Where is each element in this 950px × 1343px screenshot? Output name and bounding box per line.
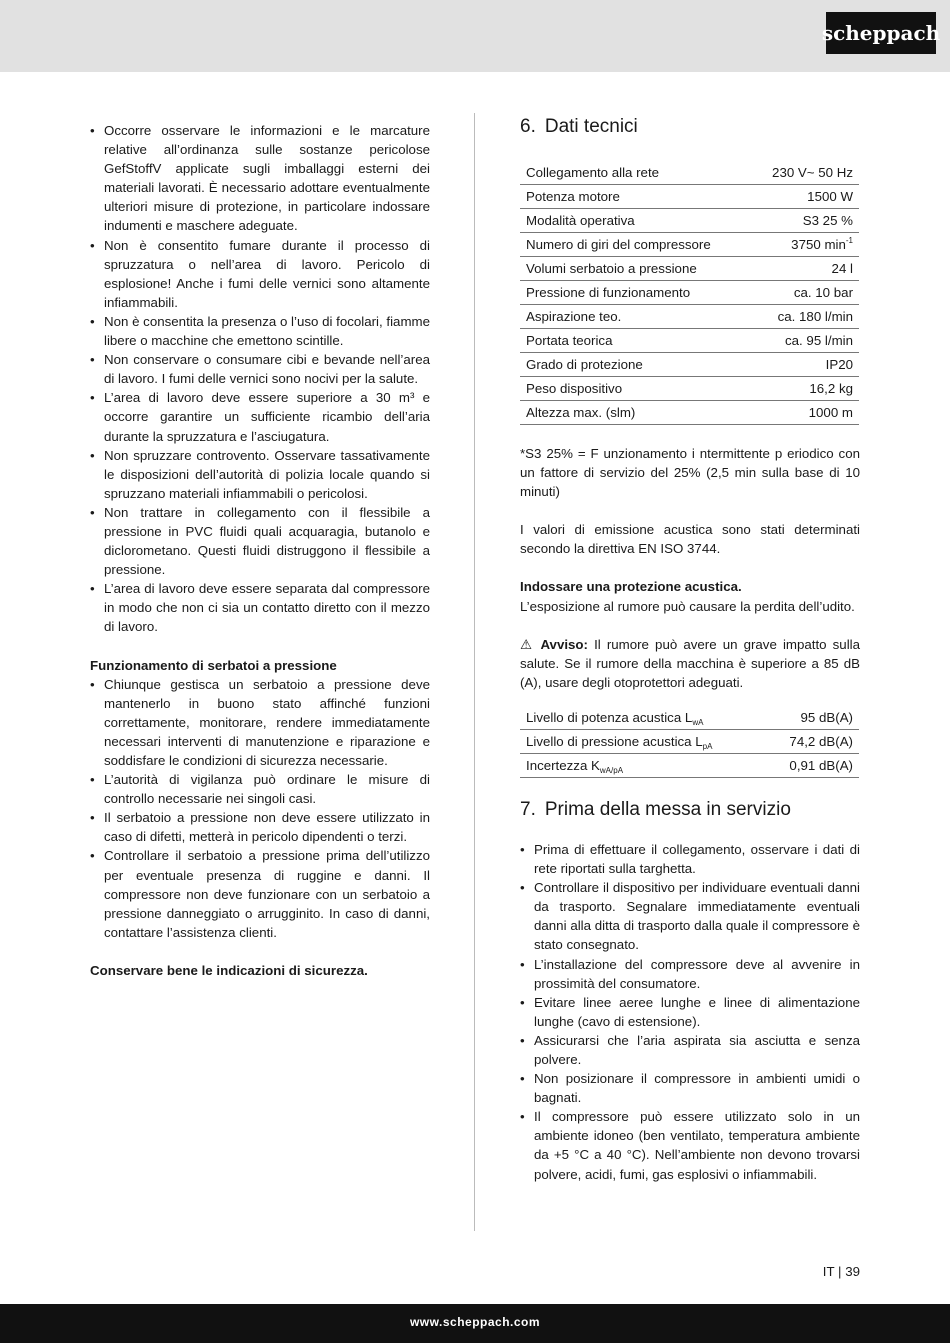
table-row: [520, 329, 859, 353]
safety-list-2: [90, 675, 430, 942]
spec-label: Aspirazione teo.: [520, 305, 750, 329]
emission-note: I valori di emissione acustica sono stati determinati secondo la direttiva EN ISO 3744.: [520, 522, 860, 557]
noise-label-sub: pA: [702, 741, 713, 751]
list-item: • Controllare il serbatoio a pressione prima dell’utilizzo per eventuale presenza di ruggine e danni. Il compressore non deve funzionare con un serbatoio a pressione danneggiato o arrugginito. In caso di danni, contattare l’assistenza clienti.: [90, 846, 430, 941]
hearing-protection-text: L’esposizione al rumore può causare la perdita dell’udito.: [520, 598, 855, 614]
page-number: IT | 39: [822, 1264, 860, 1279]
spec-value: IP20: [750, 353, 859, 377]
noise-value: 74,2 dB(A): [766, 729, 860, 753]
operating-mode-footnote: *S3 25% = F unzionamento i ntermittente p eriodico con un fattore di servizio del 25% (2,5 min sulla base di 10 minuti): [520, 446, 860, 500]
table-row: [520, 209, 859, 233]
noise-warning: [520, 635, 860, 692]
table-row: [520, 353, 859, 377]
noise-value: 95 dB(A): [766, 706, 860, 730]
noise-label-text: Livello di pressione acustica L: [526, 733, 703, 749]
noise-label-sub: wA: [692, 717, 704, 727]
list-item: • Non è consentito fumare durante il processo di spruzzatura o nell’area di lavoro. Pericolo di esplosione! Anche i fumi delle vernici sono altamente infiammabili.: [90, 236, 430, 312]
spec-value: ca. 180 l/min: [750, 305, 859, 329]
table-row: [520, 401, 859, 425]
list-item: • Non spruzzare controvento. Osservare tassativamente le disposizioni dell’autorità di polizia locale quando si spruzzano materiali infiammabili o pericolosi.: [90, 446, 430, 503]
list-item: • Il compressore può essere utilizzato solo in un ambiente idoneo (ben ventilato, temperatura ambiente da +5 °C a 40 °C). Nell’ambiente non devono trovarsi polvere, acidi, fumi, gas esplosivi o infiammabili.: [520, 1107, 860, 1183]
table-row: [520, 377, 859, 401]
spec-label: Modalità operativa: [520, 209, 750, 233]
warning-label: Avviso:: [540, 636, 588, 652]
list-item: • Non posizionare il compressore in ambienti umidi o bagnati.: [520, 1069, 860, 1107]
spec-value: [750, 233, 859, 257]
table-row: [520, 185, 859, 209]
spec-label: Numero di giri del compressore: [520, 233, 750, 257]
spec-label: Peso dispositivo: [520, 377, 750, 401]
list-item: • Evitare linee aeree lunghe e linee di alimentazione lunghe (cavo di estensione).: [520, 993, 860, 1031]
spec-value: 230 V~ 50 Hz: [750, 161, 859, 185]
spec-value: 1500 W: [750, 185, 859, 209]
list-item: • L’area di lavoro deve essere separata dal compressore in modo che non ci sia un contatto diretto con il mezzo di lavoro.: [90, 579, 430, 636]
spec-value-text: 3750 min: [791, 236, 846, 252]
spec-label: Grado di protezione: [520, 353, 750, 377]
left-column: [90, 121, 430, 980]
commissioning-list: [520, 840, 860, 1184]
list-item: • Non è consentita la presenza o l’uso di focolari, fiamme libere o macchine che emettono scintille.: [90, 312, 430, 350]
list-item: • Chiunque gestisca un serbatoio a pressione deve mantenerlo in buono stato affinché funzioni correttamente, monitorare, rendere immediatamente necessari interventi di manutenzione e riparazione e soddisfare le condizioni di sicurezza necessarie.: [90, 675, 430, 770]
table-row: [520, 753, 859, 777]
list-item: • Occorre osservare le informazioni e le marcature relative all’ordinanza sulle sostanze pericolose GefStoffV applicate sugli imballaggi esterni dei materiali lavorati. È necessario adottare eventualmente ulteriori misure di protezione, in particolare indossare indumenti e maschere adeguate.: [90, 121, 430, 236]
table-row: [520, 706, 859, 730]
list-item: • Assicurarsi che l’aria aspirata sia asciutta e senza polvere.: [520, 1031, 860, 1069]
list-item: • L’autorità di vigilanza può ordinare le misure di controllo necessarie nei singoli casi.: [90, 770, 430, 808]
section-6-heading: [520, 113, 860, 141]
spec-value: S3 25 %: [750, 209, 859, 233]
table-row: [520, 305, 859, 329]
list-item: • L’area di lavoro deve essere superiore a 30 m³ e occorre garantire un sufficiente ricambio dell’aria durante la spruzzatura e l’asciugatura.: [90, 388, 430, 445]
table-row: [520, 161, 859, 185]
table-row: [520, 233, 859, 257]
section-7-heading: [520, 796, 860, 824]
list-item: • Prima di effettuare il collegamento, osservare i dati di rete riportati sulla targhetta.: [520, 840, 860, 878]
page-footer: [0, 1304, 950, 1343]
noise-value: 0,91 dB(A): [766, 753, 860, 777]
spec-label: Potenza motore: [520, 185, 750, 209]
spec-value: 24 l: [750, 257, 859, 281]
footer-url: www.scheppach.com: [409, 1315, 541, 1329]
section-title: Dati tecnici: [544, 116, 638, 137]
table-row: [520, 729, 859, 753]
spec-label: Volumi serbatoio a pressione: [520, 257, 750, 281]
warning-icon: ⚠: [520, 636, 535, 652]
list-item: • Non conservare o consumare cibi e bevande nell’area di lavoro. I fumi delle vernici sono nocivi per la salute.: [90, 350, 430, 388]
spec-value: 1000 m: [750, 401, 859, 425]
spec-label: Pressione di funzionamento: [520, 281, 750, 305]
spec-value: ca. 10 bar: [750, 281, 859, 305]
section-number: 6.: [520, 116, 536, 137]
noise-values-table: [520, 706, 859, 778]
noise-label: [520, 753, 766, 777]
spec-label: Collegamento alla rete: [520, 161, 750, 185]
page-header: [0, 0, 950, 72]
noise-label: [520, 729, 766, 753]
list-item: • Controllare il dispositivo per individuare eventuali danni da trasporto. Segnalare immediatamente eventuali danni alla ditta di trasporto dalla quale il compressore è stato consegnato.: [520, 878, 860, 954]
subheading-pressure-vessels: Funzionamento di serbatoi a pressione: [90, 657, 337, 673]
spec-value-sup: -1: [845, 235, 853, 245]
table-row: [520, 257, 859, 281]
noise-label-sub: wA/pA: [599, 765, 624, 775]
list-item: • L’installazione del compressore deve al avvenire in prossimità del consumatore.: [520, 955, 860, 993]
right-column: [520, 113, 860, 1184]
list-item: • Non trattare in collegamento con il flessibile a pressione in PVC fluidi quali acquaragia, butanolo e diclorometano. Questi fluidi distruggono il flessibile a pressione.: [90, 503, 430, 579]
noise-label-text: Livello di potenza acustica L: [526, 709, 693, 725]
warning-text: Il rumore può avere un grave impatto sulla salute. Se il rumore della macchina è superiore a 85 dB (A), usare degli otoprotettori adeguati.: [520, 636, 860, 690]
spec-value: ca. 95 l/min: [750, 329, 859, 353]
spec-value: 16,2 kg: [750, 377, 859, 401]
hearing-protection-heading: Indossare una protezione acustica.: [520, 579, 742, 595]
list-item: • Il serbatoio a pressione non deve essere utilizzato in caso di difetti, metterà in pericolo dipendenti o terzi.: [90, 808, 430, 846]
table-row: [520, 281, 859, 305]
column-divider: [474, 113, 475, 1231]
noise-label-text: Incertezza K: [526, 757, 600, 773]
brand-logo: scheppach: [826, 12, 936, 54]
closing-note: Conservare bene le indicazioni di sicurezza.: [90, 962, 368, 978]
noise-label: [520, 706, 766, 730]
spec-label: Portata teorica: [520, 329, 750, 353]
safety-list-1: [90, 121, 430, 637]
section-number: 7.: [520, 798, 536, 820]
spec-label: Altezza max. (slm): [520, 401, 750, 425]
tech-specs-table: [520, 161, 859, 425]
section-title: Prima della messa in servizio: [544, 798, 791, 820]
